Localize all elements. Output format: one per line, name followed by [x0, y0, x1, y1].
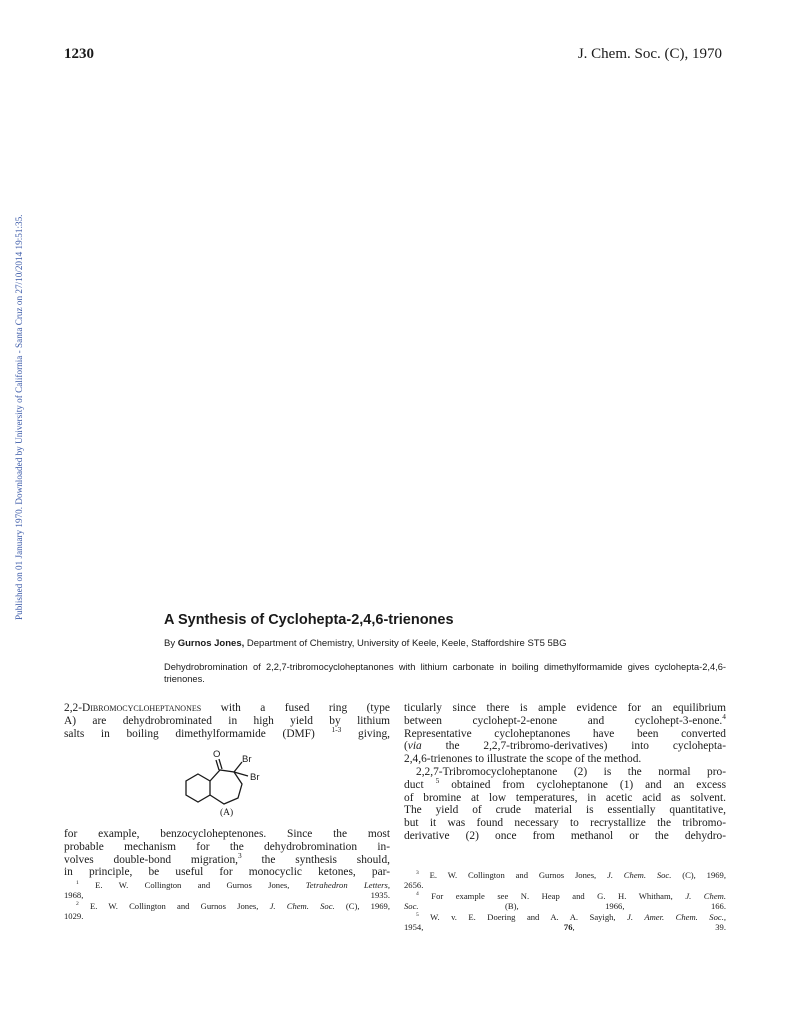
page-number: 1230 [64, 46, 94, 62]
ref-marker: 1-3 [331, 724, 342, 734]
byline-by: By [164, 638, 176, 649]
text-run: giving, [341, 727, 390, 740]
journal-name: J. Chem. Soc. [269, 900, 335, 911]
text-line: derivative (2) once from methanol or the dehydro- [404, 829, 726, 842]
text-run: obtained from cycloheptanone (1) and an excess [439, 778, 726, 791]
journal-name: J. Amer. Chem. Soc., [627, 911, 726, 922]
text-run: the 2,2,7-tribromo-derivatives) into cyclohepta- [421, 740, 726, 753]
text-line: Representative cycloheptanones have been converted [404, 727, 726, 740]
footnote-text: (C), 1969, [671, 870, 726, 880]
footnote-number: 5 [416, 911, 419, 918]
footnote-number: 4 [416, 890, 419, 897]
text-run: with a fused ring (type [201, 702, 390, 714]
text-line: A) are dehydrobrominated in high yield by lithium [64, 714, 390, 727]
lead-term: 2,2-Dibromocycloheptanones [64, 702, 202, 714]
text-line: in principle, be useful for monocyclic ketones, par- [64, 866, 390, 879]
footnote-text: E. W. Collington and Gurnos Jones, [78, 880, 306, 890]
ref-marker: 4 [722, 712, 726, 721]
text-run: duct [404, 778, 436, 791]
left-paragraph-1 [64, 702, 390, 740]
structure-caption: (A) [220, 808, 234, 818]
ref-marker: 3 [238, 850, 242, 860]
oxygen-label: O [213, 749, 221, 760]
text-run: between cyclohept-2-enone and cyclohept-3-enone. [404, 714, 723, 727]
journal-name: J. Chem. Soc. [607, 870, 672, 880]
text-line: of bromine at low temperatures, in acetic acid as solvent. [404, 791, 726, 804]
article-title: A Synthesis of Cyclohepta-2,4,6-trienones [164, 612, 454, 628]
affiliation: Department of Chemistry, University of Keele, Keele, Staffordshire ST5 5BG [246, 638, 567, 649]
text-line: The yield of crude material is essentially quantitative, [404, 804, 726, 817]
cycloheptane-ring [210, 770, 242, 804]
text-line: ticularly since there is ample evidence for an equilibrium [404, 702, 726, 714]
ref-marker: 5 [435, 775, 440, 785]
text-line: for example, benzocycloheptenones. Since the most [64, 828, 390, 840]
journal-name: J. Chem. [685, 890, 726, 901]
carbonyl-bond-2 [219, 759, 222, 769]
footnote-text: (B), 1966, 166. [418, 901, 726, 912]
right-column-body [404, 702, 726, 843]
benzene-ring [186, 774, 210, 802]
footnote-text: For example see N. Heap and G. H. Whitham, [418, 890, 686, 901]
footnote-text: 2656. [404, 880, 424, 891]
footnote-text: , 39. [572, 922, 726, 933]
text-line: 2,4,6-trienones to illustrate the scope of the method. [404, 753, 642, 766]
text-run: volves double-bond migration, [64, 853, 239, 866]
byline [164, 638, 567, 649]
text-line: but it was found necessary to recrystallize the tribromo- [404, 817, 726, 830]
footnote-text: 1968, 1935. [64, 890, 390, 901]
footnote-text: 1029. [64, 911, 84, 922]
author-name: Gurnos Jones, [177, 638, 245, 649]
footnote-number: 2 [76, 900, 79, 907]
volume-number: 76 [563, 922, 573, 933]
bromine-label-2: Br [250, 772, 260, 783]
text-line: 2,2,7-Tribromocycloheptanone (2) is the normal pro- [416, 765, 726, 778]
text-run: salts in boiling dimethylformamide (DMF) [64, 727, 332, 740]
journal-header: J. Chem. Soc. (C), 1970 [577, 46, 722, 62]
footnote-text: W. v. E. Doering and A. A. Sayigh, [418, 911, 628, 922]
emphasis: via [407, 740, 422, 753]
footnote-number: 3 [416, 870, 419, 877]
download-side-note: Published on 01 January 1970. Downloaded by University of California - Santa Cruz on 27/10/2014 19:51:35. [14, 214, 24, 620]
footnote-text: 1954, [404, 922, 564, 933]
text-run: the synthesis should, [241, 853, 390, 866]
br-bond-1 [234, 762, 242, 772]
footnotes-right [404, 870, 726, 932]
abstract: Dehydrobromination of 2,2,7-tribromocycloheptanones with lithium carbonate in boiling dimethylformamide gives cyclohepta-2,4,6-trienones. [164, 662, 726, 684]
footnote-text: (C), 1969, [334, 900, 390, 911]
footnote-number: 1 [76, 880, 79, 887]
footnotes-left [64, 880, 390, 922]
carbonyl-bond [216, 760, 219, 770]
bromine-label-1: Br [242, 754, 252, 765]
left-paragraph-2 [64, 828, 390, 879]
footnote-text: E. W. Collington and Gurnos Jones, [418, 870, 608, 880]
text-run: ( [404, 740, 408, 753]
journal-name: Soc. [404, 901, 419, 912]
footnote-text: E. W. Collington and Gurnos Jones, [78, 900, 270, 911]
text-line: probable mechanism for the dehydrobromination in- [64, 840, 390, 853]
journal-name: Tetrahedron Letters, [305, 880, 390, 890]
